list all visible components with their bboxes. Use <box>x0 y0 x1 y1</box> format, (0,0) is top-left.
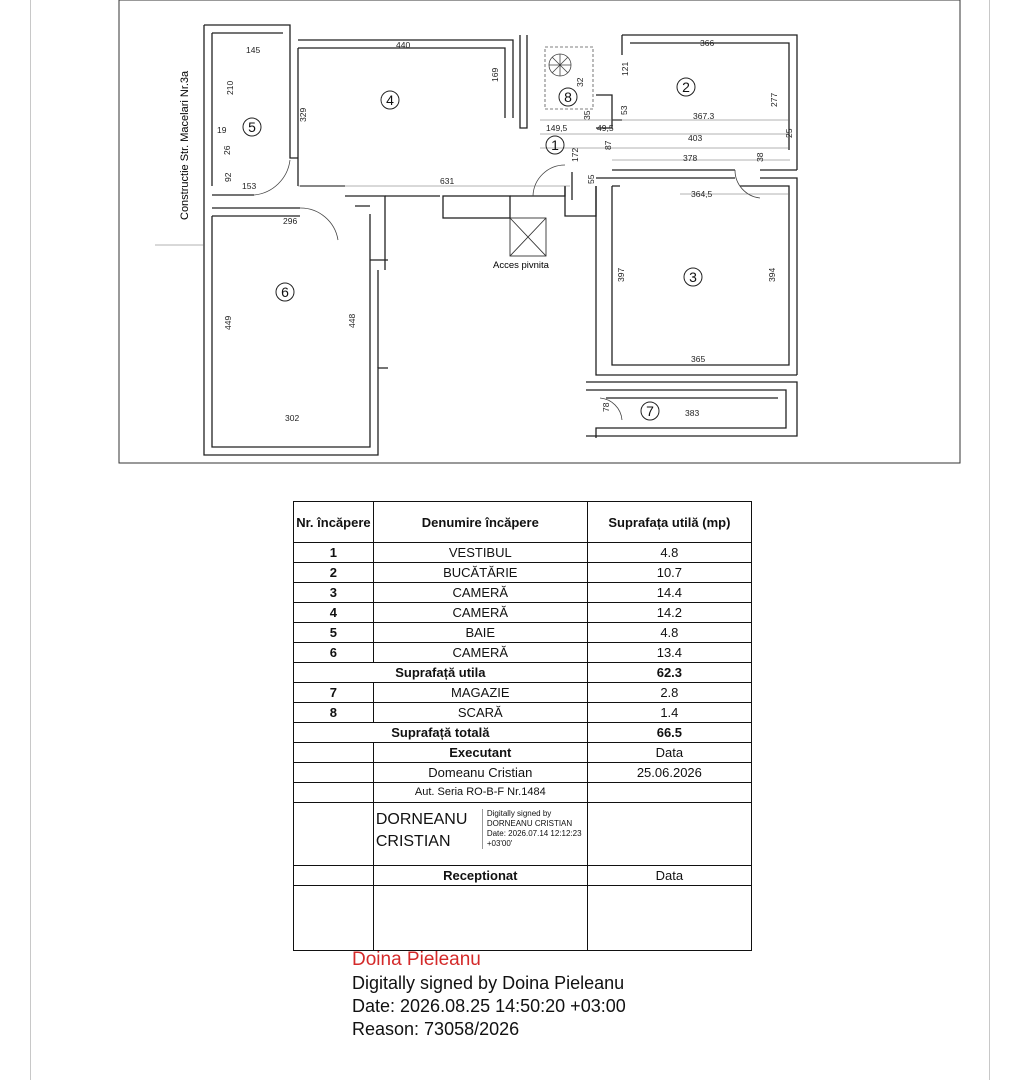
svg-text:277: 277 <box>769 92 779 107</box>
svg-text:366: 366 <box>700 38 715 48</box>
svg-text:92: 92 <box>223 172 233 182</box>
svg-text:364,5: 364,5 <box>691 189 713 199</box>
receptionat-blank-row <box>294 886 752 951</box>
room-number-5: 5 <box>248 119 256 135</box>
room-number-4: 4 <box>386 92 394 108</box>
svg-text:397: 397 <box>616 267 626 282</box>
table-header-row <box>294 502 752 543</box>
svg-text:169: 169 <box>490 67 500 82</box>
header-area: Suprafața utilă (mp) <box>587 502 751 543</box>
svg-text:367.3: 367.3 <box>693 111 715 121</box>
table-row: 3 CAMERĂ 14.4 <box>294 583 752 603</box>
receiver-date: Date: 2026.08.25 14:50:20 +03:00 <box>352 996 626 1016</box>
signature-row <box>294 803 752 866</box>
svg-text:449: 449 <box>223 315 233 330</box>
receiver-reason: Reason: 73058/2026 <box>352 1019 520 1039</box>
room-number-8: 8 <box>564 89 572 105</box>
svg-text:19: 19 <box>217 125 227 135</box>
svg-text:383: 383 <box>685 408 700 418</box>
subtotal-row: Suprafață utila 62.3 <box>294 663 752 683</box>
svg-text:394: 394 <box>767 267 777 282</box>
table-row: 7 MAGAZIE 2.8 <box>294 683 752 703</box>
svg-text:329: 329 <box>298 107 308 122</box>
svg-text:631: 631 <box>440 176 455 186</box>
svg-text:49,5: 49,5 <box>597 123 614 133</box>
room-number-7: 7 <box>646 403 654 419</box>
svg-text:448: 448 <box>347 313 357 328</box>
receptionat-row: Receptionat Data <box>294 866 752 886</box>
svg-text:403: 403 <box>688 133 703 143</box>
table-row: 2 BUCĂTĂRIE 10.7 <box>294 563 752 583</box>
table-row: 8 SCARĂ 1.4 <box>294 703 752 723</box>
door-swings <box>254 160 760 420</box>
table-row: 1 VESTIBUL 4.8 <box>294 543 752 563</box>
svg-text:121: 121 <box>620 61 630 76</box>
svg-text:78: 78 <box>601 402 611 412</box>
room-number-2: 2 <box>682 79 690 95</box>
svg-text:172: 172 <box>570 147 580 162</box>
authorization-row: Aut. Seria RO-B-F Nr.1484 <box>294 783 752 803</box>
svg-text:87: 87 <box>603 140 613 150</box>
executant-row: Domeanu Cristian 25.06.2026 <box>294 763 752 783</box>
svg-text:32: 32 <box>575 77 585 87</box>
total-row: Suprafață totală 66.5 <box>294 723 752 743</box>
room-number-6: 6 <box>281 284 289 300</box>
access-hatch <box>510 218 546 256</box>
room-number-1: 1 <box>551 137 559 153</box>
access-label: Acces pivnita <box>493 260 549 271</box>
room-number-3: 3 <box>689 269 697 285</box>
svg-text:296: 296 <box>283 216 298 226</box>
svg-text:53: 53 <box>619 105 629 115</box>
svg-text:26: 26 <box>222 145 232 155</box>
svg-text:210: 210 <box>225 80 235 95</box>
room-number-markers <box>243 78 702 420</box>
table-row: 4 CAMERĂ 14.2 <box>294 603 752 623</box>
svg-text:25: 25 <box>784 128 794 138</box>
svg-text:35: 35 <box>582 110 592 120</box>
street-label: Constructie Str. Macelari Nr.3a <box>179 70 191 220</box>
svg-text:378: 378 <box>683 153 698 163</box>
svg-text:145: 145 <box>246 45 261 55</box>
rooms-table <box>293 501 752 951</box>
header-name: Denumire încăpere <box>373 502 587 543</box>
svg-text:149,5: 149,5 <box>546 123 568 133</box>
svg-text:38: 38 <box>755 152 765 162</box>
svg-text:302: 302 <box>285 413 300 423</box>
table-row: 5 BAIE 4.8 <box>294 623 752 643</box>
signature-meta: Digitally signed by DORNEANU CRISTIAN Date: 2026.07.14 12:12:23 +03'00' <box>482 809 582 849</box>
receiver-name: Doina Pieleanu <box>352 949 481 970</box>
table-row: 6 CAMERĂ 13.4 <box>294 643 752 663</box>
executant-signature: DORNEANU CRISTIAN Digitally signed by DORNEANU CRISTIAN Date: 2026.07.14 12:12:23 +03'00' <box>373 803 587 866</box>
walls <box>204 25 797 455</box>
receiver-signed-by: Digitally signed by Doina Pieleanu <box>352 973 625 993</box>
svg-text:440: 440 <box>396 40 411 50</box>
receiver-signature <box>352 948 772 1041</box>
svg-text:55: 55 <box>586 174 596 184</box>
header-nr: Nr. încăpere <box>294 502 374 543</box>
svg-text:153: 153 <box>242 181 257 191</box>
svg-text:365: 365 <box>691 354 706 364</box>
spiral-stair <box>549 54 571 76</box>
floor-plan <box>0 0 1020 470</box>
plan-frame <box>119 0 960 463</box>
executant-header-row: Executant Data <box>294 743 752 763</box>
